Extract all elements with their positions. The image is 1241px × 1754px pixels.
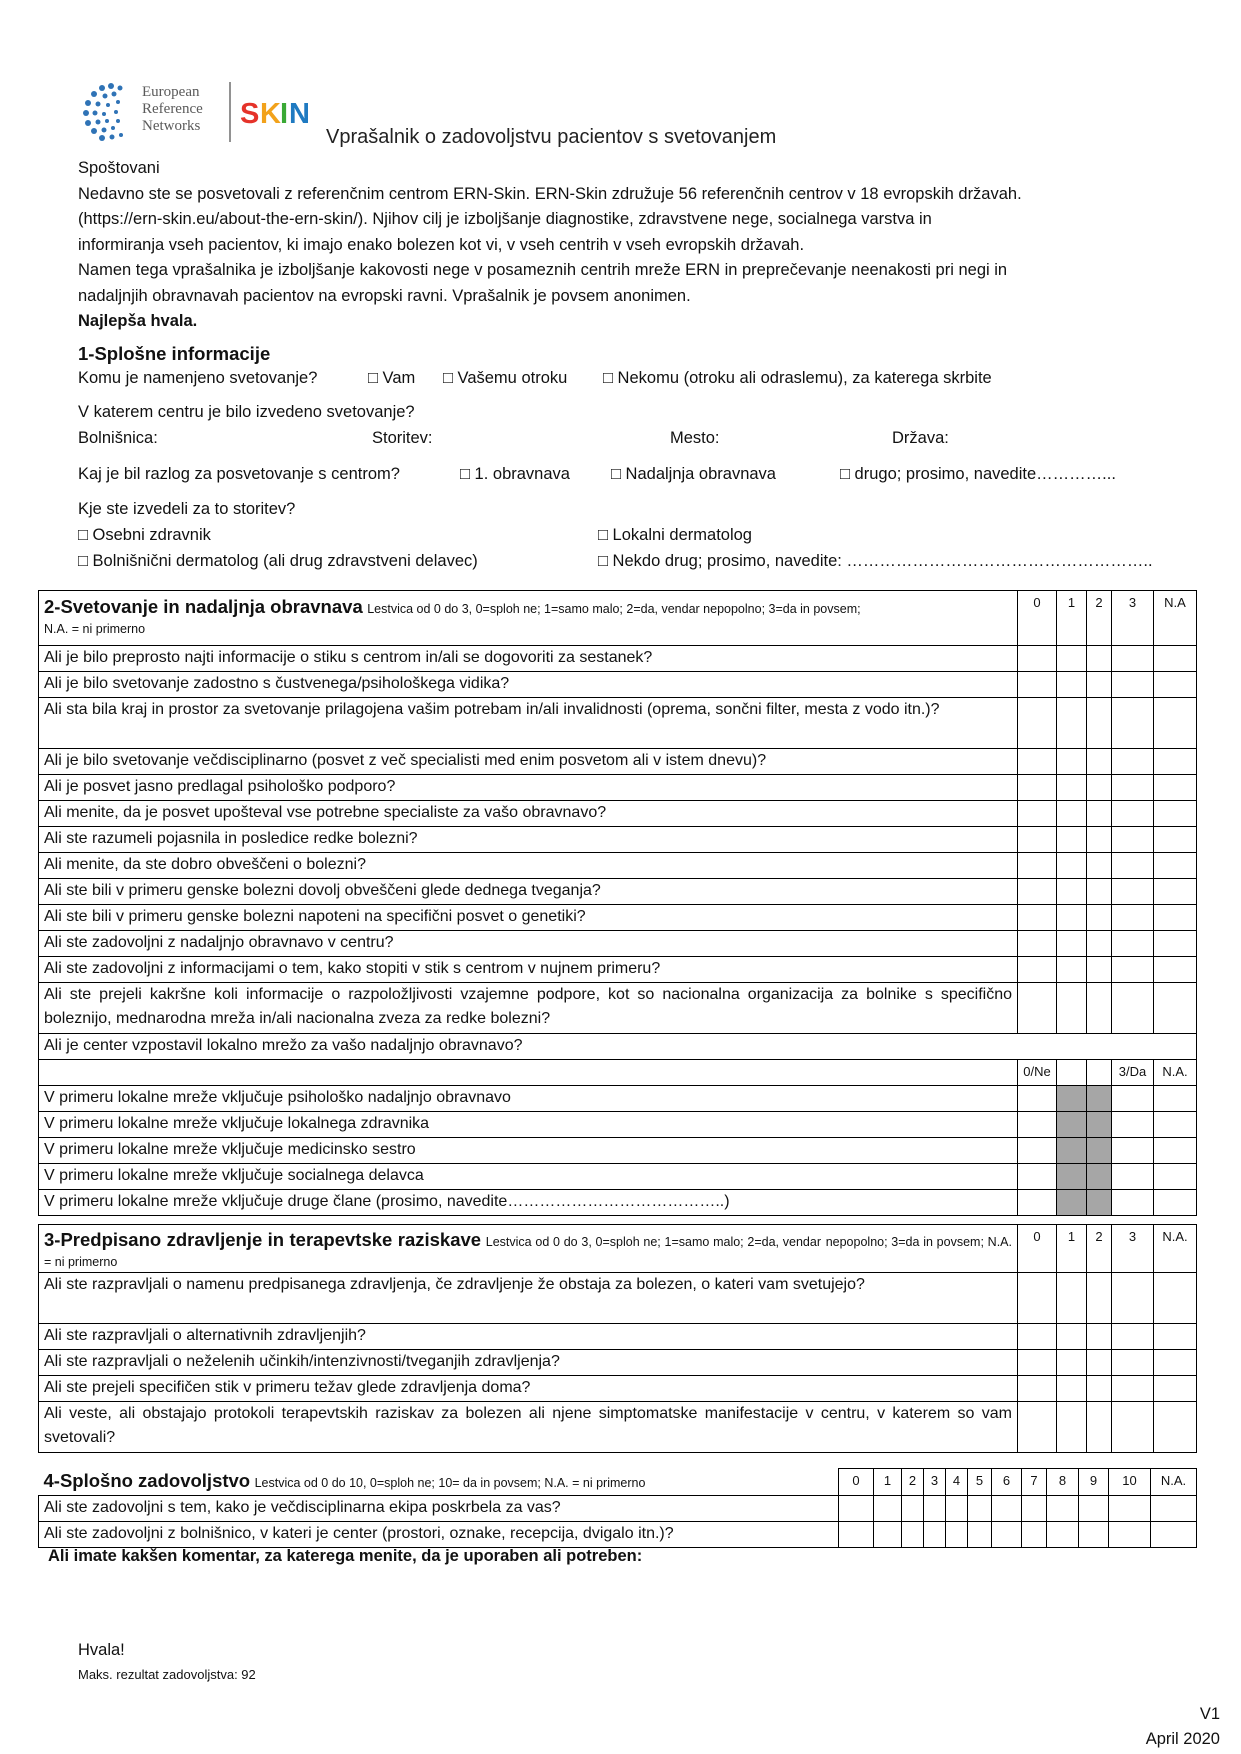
question-text: Ali je bilo svetovanje večdisciplinarno (posvet z več specialisti med enim posvetom ali v istem dnevu)? <box>39 749 1018 775</box>
option-hospital-dermatologist[interactable]: □ Bolnišnični dermatolog (ali drug zdravstveni delavec) <box>78 552 478 570</box>
answer-cell[interactable] <box>1087 1350 1112 1376</box>
option-you[interactable]: □ Vam <box>368 369 416 387</box>
answer-cell[interactable] <box>1018 801 1057 827</box>
answer-cell[interactable] <box>1087 879 1112 905</box>
network-item: V primeru lokalne mreže vključuje medicinsko sestro <box>39 1138 1018 1164</box>
table-row <box>39 1086 1197 1112</box>
answer-cell[interactable] <box>1057 801 1087 827</box>
svg-text:I: I <box>280 98 289 130</box>
document-title: Vprašalnik o zadovoljstvu pacientov s svetovanjem <box>326 126 777 148</box>
answer-cell[interactable] <box>1018 1190 1057 1216</box>
answer-cell[interactable] <box>1112 646 1154 672</box>
option-first-visit[interactable]: □ 1. obravnava <box>460 465 570 483</box>
answer-cell[interactable] <box>1018 879 1057 905</box>
col-header: 9 <box>1079 1469 1109 1496</box>
table-row <box>39 853 1197 879</box>
section4-scale: Lestvica od 0 do 10, 0=sploh ne; 10= da in povsem; N.A. = ni primerno <box>254 1475 646 1490</box>
answer-cell[interactable] <box>1018 931 1057 957</box>
table-row <box>39 1034 1197 1060</box>
question-text: Ali menite, da je posvet upošteval vse potrebne specialiste za vašo obravnavo? <box>39 801 1018 827</box>
answer-cell[interactable] <box>1112 1086 1154 1112</box>
question-text: Ali ste zadovoljni z informacijami o tem, kako stopiti v stik s centrom v nujnem primeru? <box>39 957 1018 983</box>
intro-line: Nedavno ste se posvetovali z referenčnim centrom ERN-Skin. ERN-Skin združuje 56 referenčnih centrov v 18 evropskih državah. <box>78 184 1022 203</box>
col-header: 3 <box>1112 591 1154 646</box>
answer-cell[interactable] <box>1112 983 1154 1034</box>
answer-cell[interactable] <box>1018 957 1057 983</box>
answer-cell[interactable] <box>1154 646 1197 672</box>
skin-logo <box>238 94 313 135</box>
answer-cell[interactable] <box>1018 1086 1057 1112</box>
date-label: April 2020 <box>1145 1730 1220 1748</box>
question-text: Ali sta bila kraj in prostor za svetovanje prilagojena vašim potrebam in/ali invalidnosti (oprema, sončni filter, mesta z vodo itn.)? <box>39 698 1018 749</box>
answer-cell[interactable] <box>1154 775 1197 801</box>
network-item: V primeru lokalne mreže vključuje lokalnega zdravnika <box>39 1112 1018 1138</box>
logo-line: European <box>142 84 200 100</box>
col-header: N.A. <box>1151 1469 1197 1496</box>
table-row <box>39 983 1197 1034</box>
question-where: Kje ste izvedeli za to storitev? <box>78 500 296 518</box>
table-row <box>39 957 1197 983</box>
answer-cell[interactable] <box>968 1521 992 1547</box>
answer-cell[interactable] <box>1154 905 1197 931</box>
answer-cell[interactable] <box>1087 775 1112 801</box>
answer-cell[interactable] <box>1087 749 1112 775</box>
logo-line: Reference <box>142 101 203 117</box>
table-header-row <box>39 1469 1197 1496</box>
section2-title: 2-Svetovanje in nadaljnja obravnava <box>44 596 363 617</box>
section3-table <box>38 1224 1197 1453</box>
answer-cell[interactable] <box>874 1521 902 1547</box>
answer-cell[interactable] <box>1154 879 1197 905</box>
answer-cell[interactable] <box>946 1495 968 1521</box>
disabled-cell <box>1087 1112 1112 1138</box>
answer-cell[interactable] <box>1057 646 1087 672</box>
col-header: 8 <box>1047 1469 1079 1496</box>
section2-scale: Lestvica od 0 do 3, 0=sploh ne; 1=samo malo; 2=da, vendar nepopolno; 3=da in povsem; <box>367 602 861 616</box>
subheader-row <box>39 1060 1197 1086</box>
answer-cell[interactable] <box>1087 931 1112 957</box>
question-text: Ali ste bili v primeru genske bolezni napoteni na specifični posvet o genetiki? <box>39 905 1018 931</box>
col-header-no: 0/Ne <box>1018 1060 1057 1086</box>
answer-cell[interactable] <box>1154 749 1197 775</box>
answer-cell[interactable] <box>968 1495 992 1521</box>
section2-scale-na: N.A. = ni primerno <box>44 622 146 636</box>
table-row <box>39 827 1197 853</box>
answer-cell[interactable] <box>1018 1164 1057 1190</box>
answer-cell[interactable] <box>1112 957 1154 983</box>
answer-cell[interactable] <box>992 1521 1022 1547</box>
answer-cell[interactable] <box>1154 1086 1197 1112</box>
answer-cell[interactable] <box>839 1495 874 1521</box>
answer-cell[interactable] <box>1151 1521 1197 1547</box>
question-text: Ali ste prejeli kakršne koli informacije o razpoložljivosti vzajemne podpore, kot so nacionalna organizacija za bolnike s specifično boleznijo, mednarodna mreža in/ali nacionalna zveza za redke bolezni? <box>39 983 1018 1034</box>
answer-cell[interactable] <box>1112 853 1154 879</box>
answer-cell[interactable] <box>924 1521 946 1547</box>
answer-cell[interactable] <box>1018 775 1057 801</box>
answer-cell[interactable] <box>1057 1350 1087 1376</box>
answer-cell[interactable] <box>1154 957 1197 983</box>
question-text: Ali je bilo preprosto najti informacije o stiku s centrom in/ali se dogovoriti za sestanek? <box>39 646 1018 672</box>
table-row <box>39 749 1197 775</box>
answer-cell[interactable] <box>1057 879 1087 905</box>
col-header: 0 <box>1018 591 1057 646</box>
section4-header <box>39 1469 839 1496</box>
col-header: 0 <box>1018 1225 1057 1273</box>
answer-cell[interactable] <box>1112 801 1154 827</box>
answer-cell[interactable] <box>1087 905 1112 931</box>
answer-cell[interactable] <box>1112 1402 1154 1453</box>
table-row <box>39 1521 1197 1547</box>
answer-cell[interactable] <box>1057 775 1087 801</box>
disabled-cell <box>1057 1190 1087 1216</box>
field-service[interactable]: Storitev: <box>372 429 433 447</box>
answer-cell[interactable] <box>874 1495 902 1521</box>
intro-text <box>78 156 1178 335</box>
closing-thanks: Najlepša hvala. <box>78 312 198 330</box>
field-hospital[interactable]: Bolnišnica: <box>78 429 158 447</box>
section4-table <box>38 1468 1197 1548</box>
intro-line: informiranja vseh pacientov, ki imajo enako bolezen kot vi, v vseh centrih v vseh evropskih državah. <box>78 235 805 254</box>
table-row <box>39 1376 1197 1402</box>
option-other-reason[interactable]: □ drugo; prosimo, navedite…………... <box>840 465 1116 483</box>
answer-cell[interactable] <box>1112 775 1154 801</box>
question-who: Komu je namenjeno svetovanje? <box>78 369 318 387</box>
answer-cell[interactable] <box>1154 931 1197 957</box>
col-header-empty <box>1087 1060 1112 1086</box>
table-row <box>39 1273 1197 1324</box>
answer-cell[interactable] <box>1057 672 1087 698</box>
answer-cell[interactable] <box>1154 1350 1197 1376</box>
answer-cell[interactable] <box>1109 1521 1151 1547</box>
answer-cell[interactable] <box>1018 672 1057 698</box>
answer-cell[interactable] <box>1057 957 1087 983</box>
col-header: 2 <box>1087 591 1112 646</box>
option-personal-doctor[interactable]: □ Osebni zdravnik <box>78 526 211 544</box>
disabled-cell <box>1057 1138 1087 1164</box>
table-row <box>39 1350 1197 1376</box>
answer-cell[interactable] <box>1057 1273 1087 1324</box>
answer-cell[interactable] <box>1018 853 1057 879</box>
answer-cell[interactable] <box>1154 672 1197 698</box>
answer-cell[interactable] <box>1018 905 1057 931</box>
answer-cell[interactable] <box>1079 1495 1109 1521</box>
col-header: 7 <box>1022 1469 1047 1496</box>
question-text: Ali menite, da ste dobro obveščeni o bolezni? <box>39 853 1018 879</box>
answer-cell[interactable] <box>1112 1273 1154 1324</box>
answer-cell[interactable] <box>1079 1521 1109 1547</box>
option-someone-else[interactable]: □ Nekomu (otroku ali odraslemu), za katerega skrbite <box>603 369 992 387</box>
answer-cell[interactable] <box>1057 983 1087 1034</box>
question-text: Ali je center vzpostavil lokalno mrežo za vašo nadaljnjo obravnavo? <box>39 1034 1197 1060</box>
answer-cell[interactable] <box>1154 801 1197 827</box>
svg-text:K: K <box>260 98 281 130</box>
table-row <box>39 931 1197 957</box>
network-item: V primeru lokalne mreže vključuje druge člane (prosimo, navedite…………………………………..) <box>39 1190 1018 1216</box>
answer-cell[interactable] <box>1112 1376 1154 1402</box>
answer-cell[interactable] <box>1087 646 1112 672</box>
col-header-yes: 3/Da <box>1112 1060 1154 1086</box>
option-your-child[interactable]: □ Vašemu otroku <box>443 369 568 387</box>
answer-cell[interactable] <box>1154 1324 1197 1350</box>
disabled-cell <box>1057 1112 1087 1138</box>
table-row <box>39 1495 1197 1521</box>
section3-header <box>39 1225 1018 1273</box>
col-header: 2 <box>1087 1225 1112 1273</box>
answer-cell[interactable] <box>924 1495 946 1521</box>
answer-cell[interactable] <box>1018 983 1057 1034</box>
col-header: 4 <box>946 1469 968 1496</box>
answer-cell[interactable] <box>1018 827 1057 853</box>
table-row <box>39 1402 1197 1453</box>
network-item: V primeru lokalne mreže vključuje socialnega delavca <box>39 1164 1018 1190</box>
table-row <box>39 1324 1197 1350</box>
answer-cell[interactable] <box>1154 1273 1197 1324</box>
answer-cell[interactable] <box>1057 853 1087 879</box>
disabled-cell <box>1087 1138 1112 1164</box>
col-header: 0 <box>839 1469 874 1496</box>
col-header: 1 <box>874 1469 902 1496</box>
table-row <box>39 646 1197 672</box>
section4-title: 4-Splošno zadovoljstvo <box>43 1469 251 1491</box>
footer-thanks: Hvala! <box>78 1641 125 1659</box>
answer-cell[interactable] <box>1112 931 1154 957</box>
table-row <box>39 1164 1197 1190</box>
answer-cell[interactable] <box>1022 1495 1047 1521</box>
answer-cell[interactable] <box>1154 1138 1197 1164</box>
question-text: Ali ste razpravljali o neželenih učinkih/intenzivnosti/tveganjih zdravljenja? <box>39 1350 1018 1376</box>
answer-cell[interactable] <box>1018 1138 1057 1164</box>
section3-scale-na: nepopolno; 3=da in povsem; N.A. = ni primerno <box>44 1235 1012 1269</box>
answer-cell[interactable] <box>1154 1112 1197 1138</box>
question-text: Ali ste razumeli pojasnila in posledice redke bolezni? <box>39 827 1018 853</box>
col-header: 2 <box>902 1469 924 1496</box>
greeting: Spoštovani <box>78 159 160 177</box>
col-header: 3 <box>1112 1225 1154 1273</box>
answer-cell[interactable] <box>1018 749 1057 775</box>
comment-prompt: Ali imate kakšen komentar, za katerega menite, da je uporaben ali potreben: <box>48 1547 643 1565</box>
col-header: N.A. <box>1154 1225 1197 1273</box>
col-header-na: N.A. <box>1154 1060 1197 1086</box>
answer-cell[interactable] <box>1018 1376 1057 1402</box>
answer-cell[interactable] <box>1112 1138 1154 1164</box>
answer-cell[interactable] <box>1154 1376 1197 1402</box>
option-follow-up[interactable]: □ Nadaljnja obravnava <box>611 465 776 483</box>
answer-cell[interactable] <box>1018 1350 1057 1376</box>
question-text: Ali je bilo svetovanje zadostno s čustvenega/psihološkega vidika? <box>39 672 1018 698</box>
subheader-empty <box>39 1060 1018 1086</box>
answer-cell[interactable] <box>1057 1402 1087 1453</box>
answer-cell[interactable] <box>1018 698 1057 749</box>
question-text: Ali ste razpravljali o alternativnih zdravljenjih? <box>39 1324 1018 1350</box>
skin-logo-icon <box>238 94 313 130</box>
question-text: Ali ste zadovoljni z nadaljnjo obravnavo v centru? <box>39 931 1018 957</box>
answer-cell[interactable] <box>1151 1495 1197 1521</box>
answer-cell[interactable] <box>946 1521 968 1547</box>
intro-line: (https://ern-skin.eu/about-the-ern-skin/). Njihov cilj je izboljšanje diagnostike, zdravstvene nege, socialnega varstva in <box>78 210 932 228</box>
disabled-cell <box>1057 1164 1087 1190</box>
section3-scale: Lestvica od 0 do 3, 0=sploh ne; 1=samo malo; 2=da, vendar <box>485 1235 821 1249</box>
answer-cell[interactable] <box>1087 827 1112 853</box>
answer-cell[interactable] <box>1087 672 1112 698</box>
answer-cell[interactable] <box>1087 1324 1112 1350</box>
network-item: V primeru lokalne mreže vključuje psihološko nadaljnjo obravnavo <box>39 1086 1018 1112</box>
answer-cell[interactable] <box>902 1521 924 1547</box>
answer-cell[interactable] <box>1112 672 1154 698</box>
answer-cell[interactable] <box>1154 1402 1197 1453</box>
answer-cell[interactable] <box>1057 749 1087 775</box>
table-row <box>39 1112 1197 1138</box>
answer-cell[interactable] <box>1057 1376 1087 1402</box>
answer-cell[interactable] <box>902 1495 924 1521</box>
answer-cell[interactable] <box>1022 1521 1047 1547</box>
table-row <box>39 672 1197 698</box>
question-text: Ali ste bili v primeru genske bolezni dovolj obveščeni glede dednega tveganja? <box>39 879 1018 905</box>
answer-cell[interactable] <box>1112 1350 1154 1376</box>
disabled-cell <box>1057 1086 1087 1112</box>
section2-table <box>38 590 1197 1216</box>
answer-cell[interactable] <box>1018 646 1057 672</box>
col-header: 10 <box>1109 1469 1151 1496</box>
answer-cell[interactable] <box>1018 1402 1057 1453</box>
answer-cell[interactable] <box>1154 827 1197 853</box>
question-text: Ali ste razpravljali o namenu predpisanega zdravljenja, če zdravljenje že obstaja za bolezen, o kateri vam svetujejo? <box>39 1273 1018 1324</box>
intro-line: nadaljnjih obravnavah pacientov na evropski ravni. Vprašalnik je povsem anonimen. <box>78 286 691 305</box>
question-text: Ali veste, ali obstajajo protokoli terapevtskih raziskav za bolezen ali njene simptomatske manifestacije v centru, v katerem so vam svetovali? <box>39 1402 1018 1453</box>
answer-cell[interactable] <box>1154 853 1197 879</box>
question-text: Ali je posvet jasno predlagal psihološko podporo? <box>39 775 1018 801</box>
table-header-row <box>39 591 1197 646</box>
disabled-cell <box>1087 1164 1112 1190</box>
question-center: V katerem centru je bilo izvedeno svetovanje? <box>78 403 415 421</box>
answer-cell[interactable] <box>1154 1190 1197 1216</box>
answer-cell[interactable] <box>1087 801 1112 827</box>
col-header-empty <box>1057 1060 1087 1086</box>
table-header-row <box>39 1225 1197 1273</box>
answer-cell[interactable] <box>1154 983 1197 1034</box>
table-row <box>39 905 1197 931</box>
answer-cell[interactable] <box>1087 1376 1112 1402</box>
answer-cell[interactable] <box>1087 698 1112 749</box>
option-local-dermatologist[interactable]: □ Lokalni dermatolog <box>598 526 752 544</box>
answer-cell[interactable] <box>1087 853 1112 879</box>
answer-cell[interactable] <box>1154 698 1197 749</box>
col-header: 1 <box>1057 1225 1087 1273</box>
col-header: N.A <box>1154 591 1197 646</box>
question-reason: Kaj je bil razlog za posvetovanje s centrom? <box>78 465 400 483</box>
col-header: 6 <box>992 1469 1022 1496</box>
answer-cell[interactable] <box>1112 1190 1154 1216</box>
answer-cell[interactable] <box>1154 1164 1197 1190</box>
answer-cell[interactable] <box>1112 698 1154 749</box>
disabled-cell <box>1087 1190 1112 1216</box>
table-row <box>39 801 1197 827</box>
ern-logo-text <box>142 84 203 135</box>
answer-cell[interactable] <box>992 1495 1022 1521</box>
answer-cell[interactable] <box>1112 1164 1154 1190</box>
table-row <box>39 879 1197 905</box>
answer-cell[interactable] <box>1057 827 1087 853</box>
answer-cell[interactable] <box>1057 1324 1087 1350</box>
svg-text:N: N <box>289 98 310 130</box>
answer-cell[interactable] <box>1047 1521 1079 1547</box>
answer-cell[interactable] <box>1087 983 1112 1034</box>
answer-cell[interactable] <box>1018 1112 1057 1138</box>
field-country[interactable]: Država: <box>892 429 949 447</box>
question-text: Ali ste zadovoljni s tem, kako je večdisciplinarna ekipa poskrbela za vas? <box>39 1495 839 1521</box>
section3-title: 3-Predpisano zdravljenje in terapevtske raziskave <box>44 1229 482 1250</box>
disabled-cell <box>1087 1086 1112 1112</box>
version-label: V1 <box>1199 1705 1220 1723</box>
table-row <box>39 698 1197 749</box>
logo-line: Networks <box>142 118 201 134</box>
answer-cell[interactable] <box>1047 1495 1079 1521</box>
answer-cell[interactable] <box>1109 1495 1151 1521</box>
field-city[interactable]: Mesto: <box>670 429 720 447</box>
section2-header <box>39 591 1018 646</box>
intro-line: Namen tega vprašalnika je izboljšanje kakovosti nege v posameznih centrih mreže ERN in preprečevanje neenakosti pri negi in <box>78 261 1008 279</box>
answer-cell[interactable] <box>1057 698 1087 749</box>
answer-cell[interactable] <box>1057 931 1087 957</box>
answer-cell[interactable] <box>1087 957 1112 983</box>
answer-cell[interactable] <box>1112 827 1154 853</box>
col-header: 3 <box>924 1469 946 1496</box>
answer-cell[interactable] <box>1112 1112 1154 1138</box>
answer-cell[interactable] <box>1112 749 1154 775</box>
answer-cell[interactable] <box>1057 905 1087 931</box>
answer-cell[interactable] <box>839 1521 874 1547</box>
answer-cell[interactable] <box>1112 1324 1154 1350</box>
answer-cell[interactable] <box>1018 1273 1057 1324</box>
answer-cell[interactable] <box>1112 879 1154 905</box>
answer-cell[interactable] <box>1087 1273 1112 1324</box>
answer-cell[interactable] <box>1087 1402 1112 1453</box>
question-text: Ali ste prejeli specifičen stik v primeru težav glede zdravljenja doma? <box>39 1376 1018 1402</box>
max-score: Maks. rezultat zadovoljstva: 92 <box>78 1667 256 1682</box>
option-someone-else-source[interactable]: □ Nekdo drug; prosimo, navedite: ……………………………………………….. <box>598 552 1153 570</box>
answer-cell[interactable] <box>1112 905 1154 931</box>
section1-title: 1-Splošne informacije <box>78 343 271 364</box>
table-row <box>39 1190 1197 1216</box>
svg-text:S: S <box>240 98 260 130</box>
table-row <box>39 1138 1197 1164</box>
table-row <box>39 775 1197 801</box>
col-header: 5 <box>968 1469 992 1496</box>
question-text: Ali ste zadovoljni z bolnišnico, v kateri je center (prostori, oznake, recepcija, dvigalo itn.)? <box>39 1521 839 1547</box>
answer-cell[interactable] <box>1018 1324 1057 1350</box>
col-header: 1 <box>1057 591 1087 646</box>
